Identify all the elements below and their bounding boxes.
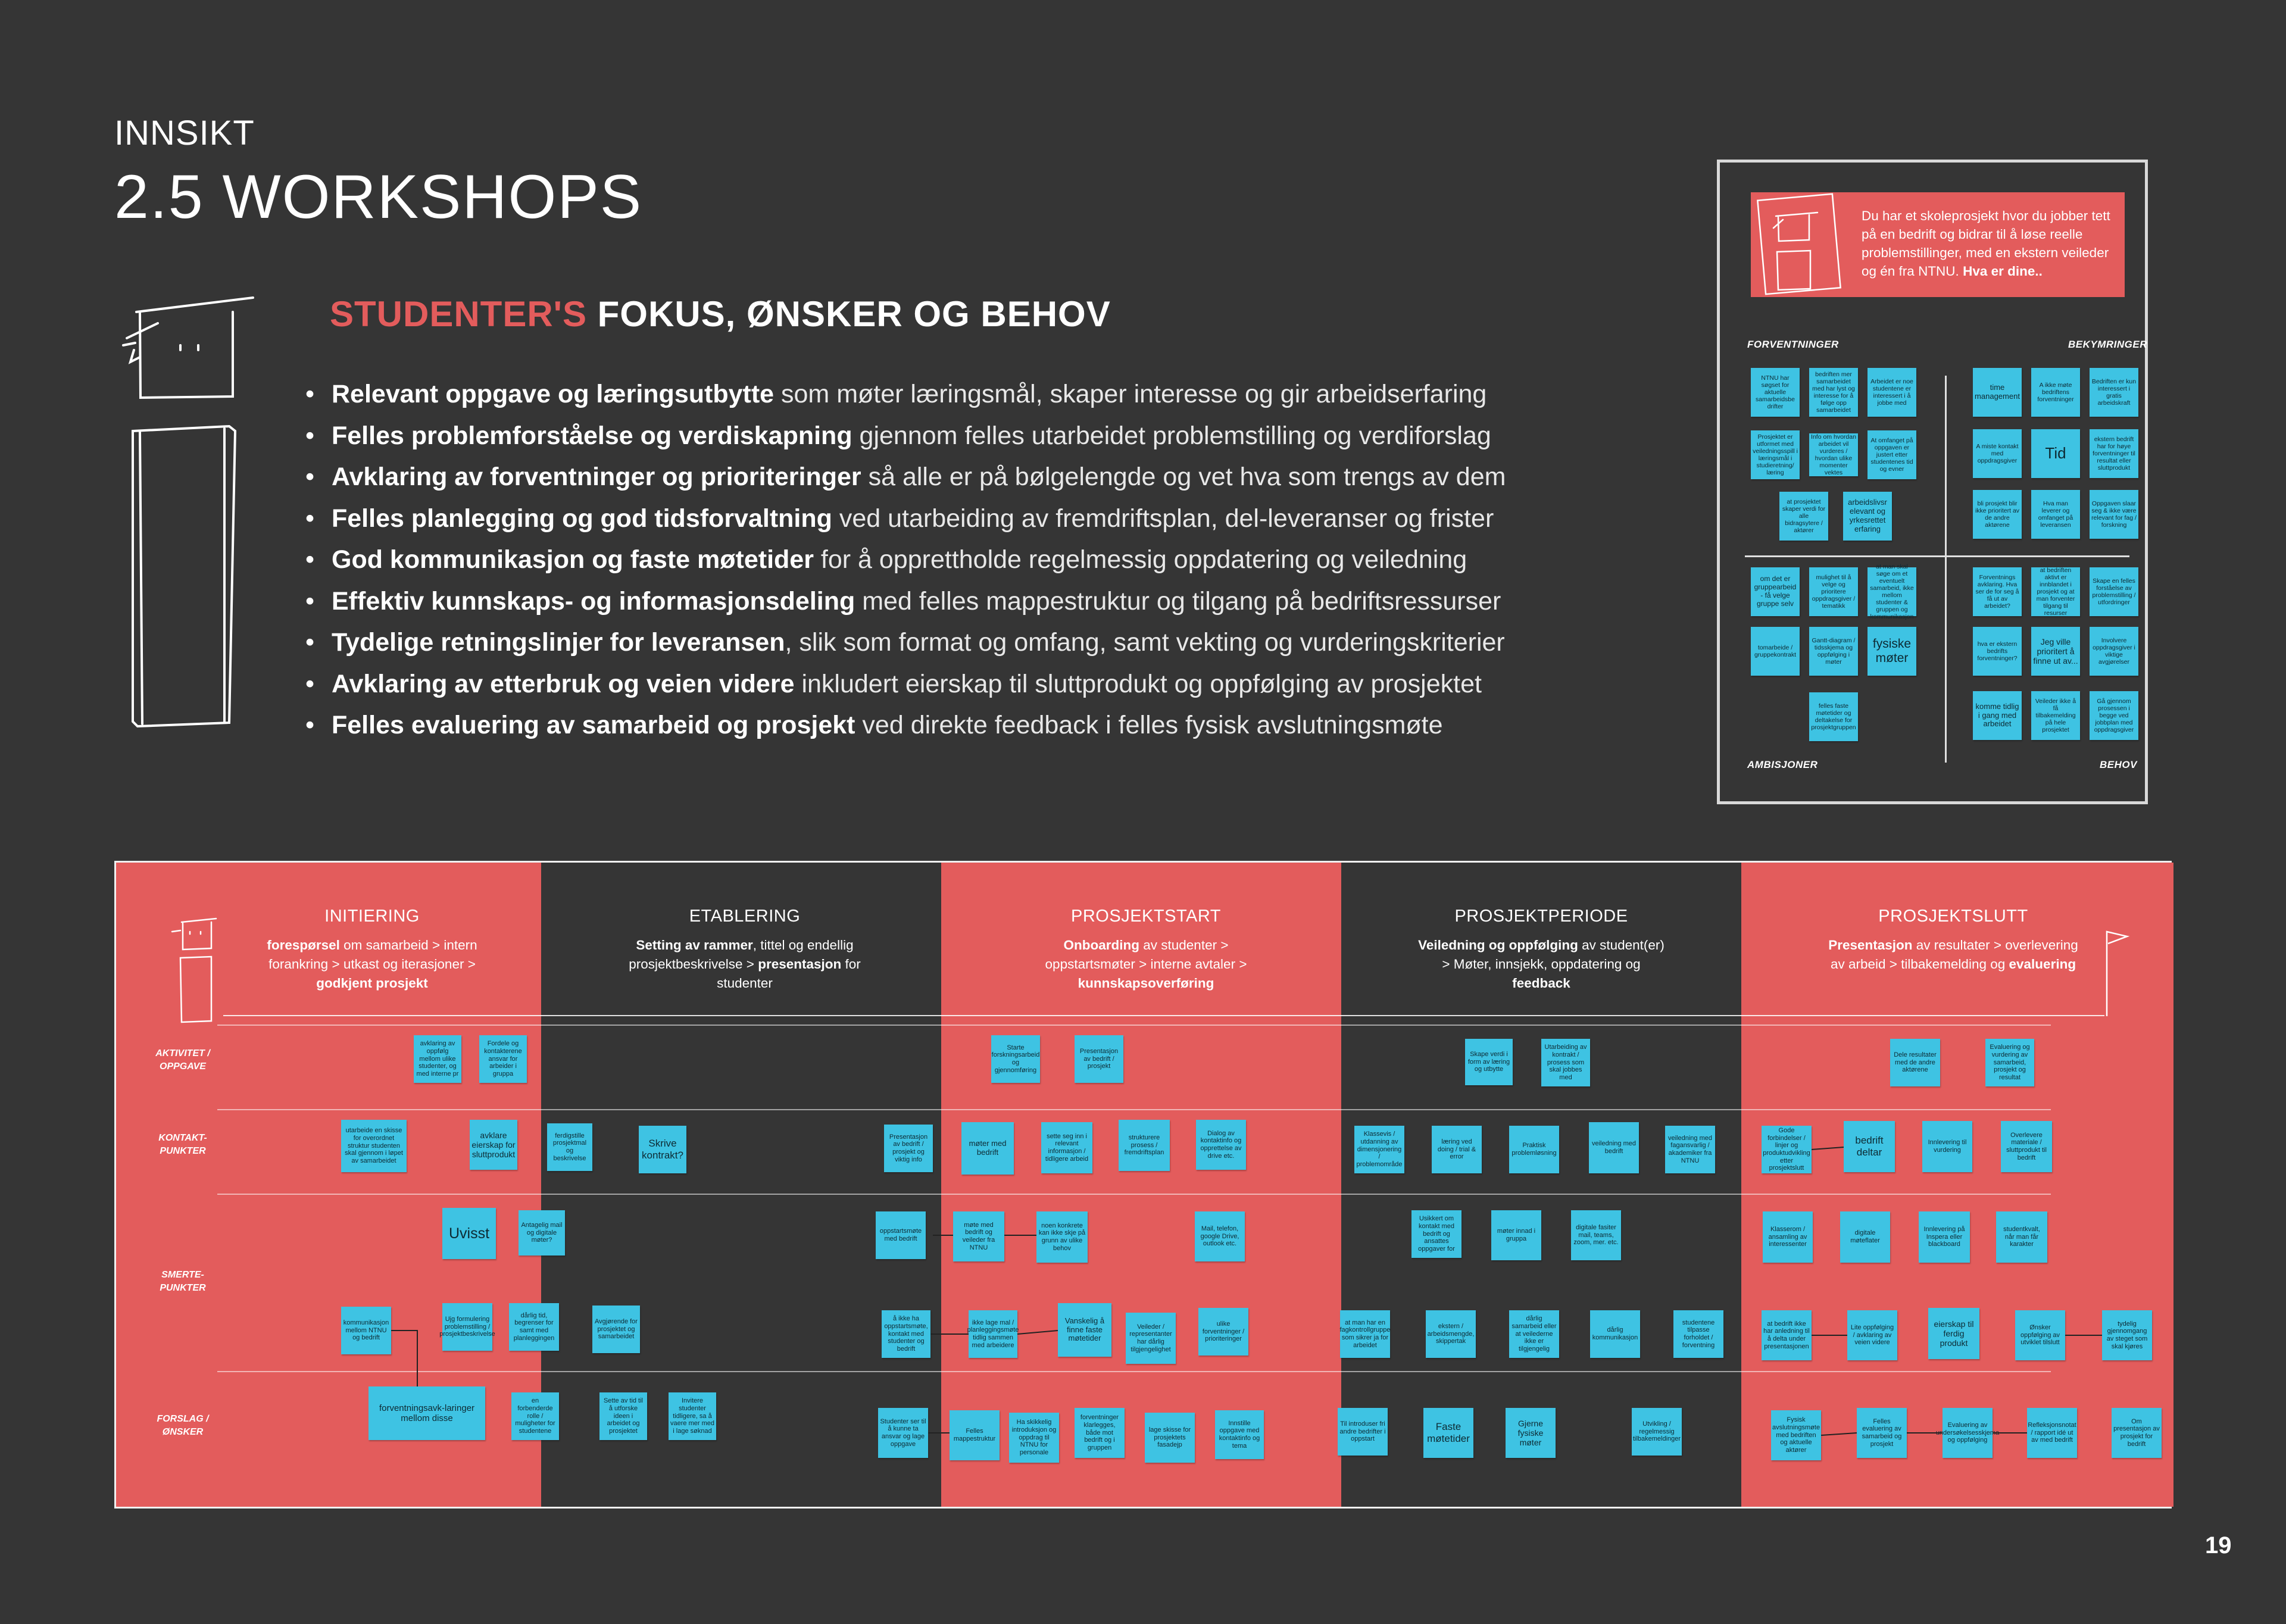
sticky-note: Ha skikkelig introduksjon og oppdrag til NTNU for personale [1009,1413,1059,1463]
sticky-note: mulighet til å velge og prioritere oppdragsgiver / tematikk [1809,567,1858,616]
sticky-note: bli prosjekt blir ikke prioritert av de andre aktørene [1973,490,2022,539]
phase-title: PROSJEKTPERIODE [1454,907,1628,926]
sticky-note: Avgjørende for prosjektet og samarbeidet [592,1306,640,1353]
section-heading [330,293,1111,335]
list-item-bold: Felles evaluering av samarbeid og prosjekt [332,711,855,739]
sticky-note: studentene tilpasse forholdet / forventning [1673,1310,1723,1358]
list-item-bold: Relevant oppgave og læringsutbytte [332,380,775,408]
list-item [305,457,1675,498]
list-item [305,374,1675,416]
phase-desc-bold: presentasjon [758,957,842,972]
sticky-note: Involvere oppdragsgiver i viktige avgjørelser [2090,627,2138,676]
quadrant-label-behov: BEHOV [2100,759,2137,770]
sticky-note: Skape en felles forståelse av problemstilling / utfordringer [2090,567,2138,616]
sticky-note: avklaring av oppfølg mellom ulike studenter, og med interne pr [414,1035,461,1083]
sticky-note: Info om hvordan arbeidet vil vurderes / hvordan ulike momenter vektes [1809,433,1858,476]
sticky-note: ekstern bedrift har for høye forventninger til resultat eller sluttprodukt [2090,429,2138,478]
list-item [305,581,1675,623]
sticky-note: å ikke ha oppstartsmøte, kontakt med studenter og bedrift [882,1310,930,1358]
sticky-note: Evaluering av undersøkelsesskjema og oppfølging [1943,1408,1993,1458]
sticky-note: At omfanget på oppgaven er justert etter studentenes tid og evner [1867,430,1916,479]
list-item-text: , slik som format og omfang, samt vekting og vurderingskriterier [785,628,1505,657]
sticky-note: Evaluering og vurdering av samarbeid, prosjekt og resultat [1985,1039,2034,1086]
sticky-note: ulike forventninger / prioriteringer [1198,1308,1248,1356]
sticky-note: A miste kontakt med oppdragsgiver [1973,429,2022,478]
page-title: 2.5 WORKSHOPS [114,163,643,232]
sticky-note: Antagelig mail og digitale møter? [519,1210,565,1256]
sticky-note: Overlevere materiale / sluttprodukt til bedrift [2001,1121,2052,1172]
sticky-note: Felles mappestruktur [950,1410,1000,1460]
sticky-note: dårlig tid, begrenser for samt med planleggingen [509,1303,559,1351]
sticky-note: Til introduser fri andre bedrifter i oppstart [1338,1408,1388,1456]
list-item [305,705,1675,747]
sticky-note: komme tidlig i gang med arbeidet [1973,691,2022,740]
sticky-note: Lite oppfølging / avklaring av veien videre [1847,1310,1897,1360]
sticky-note: Innstille oppgave med kontaktinfo og tema [1215,1410,1264,1459]
sticky-note: oppstartsmøte med bedrift [876,1211,926,1259]
list-item [305,498,1675,540]
list-item-text: for å opprettholde regelmessig oppdatering og veiledning [813,545,1467,574]
row-label-smertepunkter: SMERTE-PUNKTER [160,1270,206,1293]
sticky-note: Felles evaluering av samarbeid og prosjekt [1857,1408,1907,1458]
board-divider-horizontal [1745,555,2129,557]
sticky-note: Gjerne fysiske møter [1506,1408,1556,1458]
sticky-note: Refleksjonsnotat / rapport idé ut av med bedrift [2027,1408,2077,1458]
sticky-note: tomarbeide / gruppekontrakt [1751,627,1800,676]
sticky-note: avklare eierskap for sluttprodukt [470,1120,517,1170]
phase-desc-text: for studenter [717,957,861,991]
sticky-note: utarbeide en skisse for overordnet struktur studenten skal gjennom i løpet av samarbeidet [341,1120,407,1172]
list-item [305,416,1675,457]
journey-map [114,861,2172,1509]
sticky-note: at man har en fagkontrollgruppe som sikrer ja for arbeidet [1340,1310,1390,1358]
sticky-note: Jeg ville prioritert å finne ut av... [2031,627,2080,676]
list-item-text: med felles mappestruktur og tilgang på bedriftsressurser [855,586,1501,616]
sticky-note: Gå gjennom prosessen i begge ved jobbplan med oppdragsgiver [2090,691,2138,740]
row-label-kontaktpunkter: KONTAKT-PUNKTER [158,1133,207,1156]
list-item-bold: God kommunikasjon og faste møtetider [332,545,814,574]
phase-desc-bold: forespørsel [267,938,340,952]
sticky-note: Uvisst [442,1208,496,1259]
board-question-text: Du har et skoleprosjekt hvor du jobber tett på en bedrift og bidrar til å løse reelle problemstillinger, med en ekstern veileder og én fra NTNU. [1862,208,2110,279]
list-item-text: ved direkte feedback i felles fysisk avslutningsmøte [855,711,1443,739]
phase-desc-bold: godkjent prosjekt [316,976,428,991]
board-question-card [1751,192,2125,297]
sticky-note: time management [1973,368,2022,417]
sticky-note: Innlevering på Inspera eller blackboard [1919,1211,1970,1263]
sticky-note: strukturere prosess / fremdriftsplan [1119,1120,1170,1171]
sticky-note: digitale møteflater [1840,1211,1890,1263]
list-item-bold: Effektiv kunnskaps- og informasjonsdeling [332,586,855,616]
board-divider-vertical [1945,376,1947,763]
sticky-note: bedrift deltar [1844,1121,1895,1172]
phase-title: PROSJEKTSLUTT [1878,907,2028,926]
page-kicker: INNSIKT [114,114,255,152]
phase-title: PROSJEKTSTART [1071,907,1221,926]
phase-desc-bold: kunnskapsoverføring [1078,976,1214,991]
sticky-note: læring ved doing / trial & error [1432,1126,1482,1173]
sticky-note: en forbenderde rolle / muligheter for studentene [511,1392,559,1440]
sticky-note: Skape verdi i form av læring og utbytte [1465,1039,1513,1085]
sticky-note: Tid [2031,429,2080,478]
quadrant-label-forventninger: FORVENTNINGER [1747,339,1839,350]
sticky-note: A ikke møte bedriftens forventninger [2031,368,2080,417]
sticky-note: felles faste møtetider og deltakelse for prosjektgruppen [1809,692,1858,741]
phase-desc-bold: evaluering [2009,957,2076,972]
phase-desc-text: om samarbeid > intern forankring > utkast og iterasjoner > [268,938,477,972]
list-item-text: ved utarbeiding av fremdriftsplan, del-leveranser og frister [832,504,1494,533]
sticky-note: at bedriften aktivt er innblandet i prosjekt og at man forventer tilgang til resurser [2031,567,2080,616]
sticky-note: fysiske møter [1867,627,1916,676]
list-item-bold: Felles problemforståelse og verdiskapning [332,421,852,450]
list-item-text: som møter læringsmål, skaper interesse og gir arbeidserfaring [774,380,1487,408]
sticky-note: Arbeidet er noe studentene er interessert i å jobbe med [1867,368,1916,417]
sticky-note: forventningsavk-laringer mellom disse [368,1386,485,1440]
sticky-note: studentkvalt, når man får karakter [1996,1211,2047,1263]
section-heading-rest: FOKUS, ØNSKER OG BEHOV [586,294,1111,334]
sticky-note: tydelig gjennomgang av steget som skal kjøres [2102,1310,2152,1360]
sticky-note: Vanskelig å finne faste møtetider [1058,1303,1111,1357]
sticky-note: Klassevis / utdanning av dimensjonering / problemområde [1354,1126,1404,1173]
sticky-note: at bedrift ikke har anledning til å delta under presentasjonen [1762,1310,1812,1360]
sticky-note: Gode forbindelser / linjer og produktudvikling etter prosjektslutt [1762,1126,1812,1173]
sticky-note: NTNU har søgset for aktuelle samarbeidsbe drifter [1751,368,1800,417]
phase-desc-bold: Setting av rammer [636,938,753,952]
quadrant-label-bekymringer: BEKYMRINGER [2068,339,2148,350]
sticky-note: lage skisse for prosjektets fasadejp [1145,1413,1195,1463]
sticky-note: Veileder / representanter har dårlig tilgjengelighet [1126,1313,1176,1364]
sticky-note: Ønsker oppfølging av utviklet tilslutt [2015,1310,2065,1360]
student-doodle-icon [1752,192,1841,297]
phase-desc-text: , tittel og endellig prosjektbeskrivelse > [629,938,854,972]
list-item [305,664,1675,705]
list-item-bold: Tydelige retningslinjer for leveransen [332,628,785,657]
sticky-note: veiledning med fagansvarlig / akademiker fra NTNU [1665,1126,1715,1173]
sticky-note: digitale fasiter mail, teams, zoom, mer. etc. [1571,1210,1621,1260]
sticky-note: dårlig kommunikasjon [1590,1310,1640,1358]
sticky-note: Om presentasjon av prosjekt for bedrift [2112,1408,2162,1458]
phase-desc-text: av student(er) > Møter, innsjekk, oppdatering og [1442,938,1664,972]
sticky-note: møter innad i gruppa [1491,1210,1541,1260]
sticky-note: Presentasjon av bedrift / prosjekt [1075,1035,1123,1083]
sticky-note: Utarbeiding av kontrakt / prosess som skal jobbes med [1541,1039,1590,1086]
sticky-note: noen konkrete kan ikke skje på grunn av ulike behov [1036,1211,1088,1263]
sticky-note: Forventnings avklaring. Hva ser de for seg å få ut av arbeidet? [1973,567,2022,616]
sticky-note: Klasserom / ansamling av interessenter [1763,1211,1813,1263]
sticky-note: Bedriften er kun interessert i gratis arbeidskraft [2090,368,2138,417]
page-number: 19 [2205,1532,2232,1559]
sticky-note: Gantt-diagram / tidsskjema og oppfølging i møter [1809,627,1858,676]
sticky-note: Invitere studenter tidligere, sa å vaere mer med i lage søknad [669,1392,716,1440]
row-label-forslag: FORSLAG / ØNSKER [157,1414,209,1437]
sticky-note: Usikkert om kontakt med bedrift og ansattes oppgaver for [1411,1210,1461,1258]
board-question [1862,207,2118,280]
sticky-note: Fysisk avslutningsmøte med bedriften og aktuelle aktører [1771,1410,1821,1460]
phase-desc-text: av studenter > oppstartsmøter > interne avtaler > [1045,938,1247,972]
row-label-aktivitet: AKTIVITET / OPPGAVE [155,1048,210,1072]
sticky-note: Utvikling / regelmessig tilbakemeldinger [1632,1408,1682,1456]
sticky-note: Innlevering til vurdering [1922,1121,1972,1172]
sticky-note: ekstern / arbeidsmengde, skippertak [1426,1310,1476,1358]
sticky-note: Dele resultater med de andre aktørene [1890,1039,1940,1086]
list-item-text: gjennom felles utarbeidet problemstilling og verdiforslag [852,421,1491,450]
phase-desc-bold: Onboarding [1063,938,1139,952]
sticky-note: arbeidslivsr elevant og yrkesrettet erfaring [1843,492,1892,541]
connector-arrows [116,863,2173,1510]
sticky-note: Oppgaven slaar seg & ikke være relevant for fag / forskning [2090,490,2138,539]
sticky-note: veiledning med bedrift [1589,1122,1639,1173]
workshop-board [1717,160,2148,804]
list-item [305,622,1675,664]
phase-desc-bold: Presentasjon [1828,938,1913,952]
sticky-note: eierskap til ferdig produkt [1928,1308,1979,1359]
sticky-note: at prosjektet skaper verdi for alle bidragsytere / aktører [1779,492,1828,541]
student-sketch-icon [116,291,265,743]
list-item-bold: Felles planlegging og god tidsforvaltning [332,504,832,533]
list-item-bold: Avklaring av forventninger og prioriteringer [332,463,861,491]
sticky-note: Praktisk problemløsning [1509,1126,1559,1173]
sticky-note: dårlig samarbeid eller at veilederne ikke er tilgjengelig [1509,1310,1559,1358]
sticky-note: Skrive kontrakt? [639,1126,686,1173]
sticky-note: Mail, telefon, google Drive, outlook etc. [1195,1211,1245,1261]
list-item-bold: Avklaring av etterbruk og veien videre [332,669,795,698]
list-item [305,539,1675,581]
sticky-note: Veileder ikke å få tilbakemelding på hele prosjektet [2031,691,2080,740]
sticky-note: bedriften mer samarbeidet med har lyst og interesse for å følge opp samarbeidet [1809,368,1858,417]
sticky-note: kommunikasjon mellom NTNU og bedrift [341,1307,391,1354]
sticky-note: at man skal søge om et eventuelt samarbeid, ikke mellom studenter & gruppen og kommunikasjon [1867,567,1916,616]
sticky-note: Sette av tid til å utforske ideen i arbeidet og prosjektet [599,1392,647,1440]
sticky-note: forventninger klarlegges, både mot bedrift og i gruppen [1075,1408,1125,1458]
list-item-text: inkludert eierskap til sluttprodukt og oppfølging av prosjektet [794,669,1482,698]
sticky-note: Faste møtetider [1423,1408,1473,1458]
sticky-note: møter med bedrift [961,1122,1014,1175]
sticky-note: om det er gruppearbeid - få velge gruppe selv [1751,567,1800,616]
sticky-note: Dialog av kontaktinfo og opprettelse av drive etc. [1196,1120,1246,1170]
sticky-note: Prosjektet er utformet med veiledningsspill i læringsmål i studieretning/ læring [1751,430,1800,479]
sticky-note: møte med bedrift og veileder fra NTNU [953,1211,1004,1261]
sticky-note: hva er ekstern bedrifts forventninger? [1973,627,2022,676]
sticky-note: Ujg formulering problemstilling / prosjektbeskrivelse [442,1303,492,1351]
quadrant-label-ambisjoner: AMBISJONER [1747,759,1818,770]
sticky-note: Studenter ser til å kunne ta ansvar og lage oppgave [878,1408,928,1458]
needs-list [305,374,1675,747]
list-item-text: så alle er på bølgelengde og vet hva som trengs av dem [861,463,1506,491]
sticky-note: Starte forskningsarbeid og gjennomføring [991,1035,1040,1083]
sticky-note: Presentasjon av bedrift / prosjekt og viktig info [884,1125,933,1172]
board-question-bold: Hva er dine.. [1959,264,2043,279]
phase-desc-bold: feedback [1512,976,1570,991]
sticky-note: ferdigstille prosjektmal og beskrivelse [547,1123,592,1171]
section-heading-accent: STUDENTER'S [330,294,587,334]
sticky-note: ikke lage mal / planleggingsmøte tidlig sammen med arbeidere [969,1310,1017,1358]
phase-desc-text: av resultater > overlevering av arbeid > tilbakemelding og [1830,938,2078,972]
sticky-note: Fordele og kontakterene ansvar for arbeider i gruppa [479,1035,527,1083]
sticky-note: Hva man leverer og omfanget på leveransen [2031,490,2080,539]
phase-title: INITIERING [324,907,420,926]
phase-desc-bold: Veiledning og oppfølging [1418,938,1578,952]
sticky-note: sette seg inn i relevant informasjon / tidligere arbeid [1041,1122,1092,1173]
phase-title: ETABLERING [689,907,801,926]
